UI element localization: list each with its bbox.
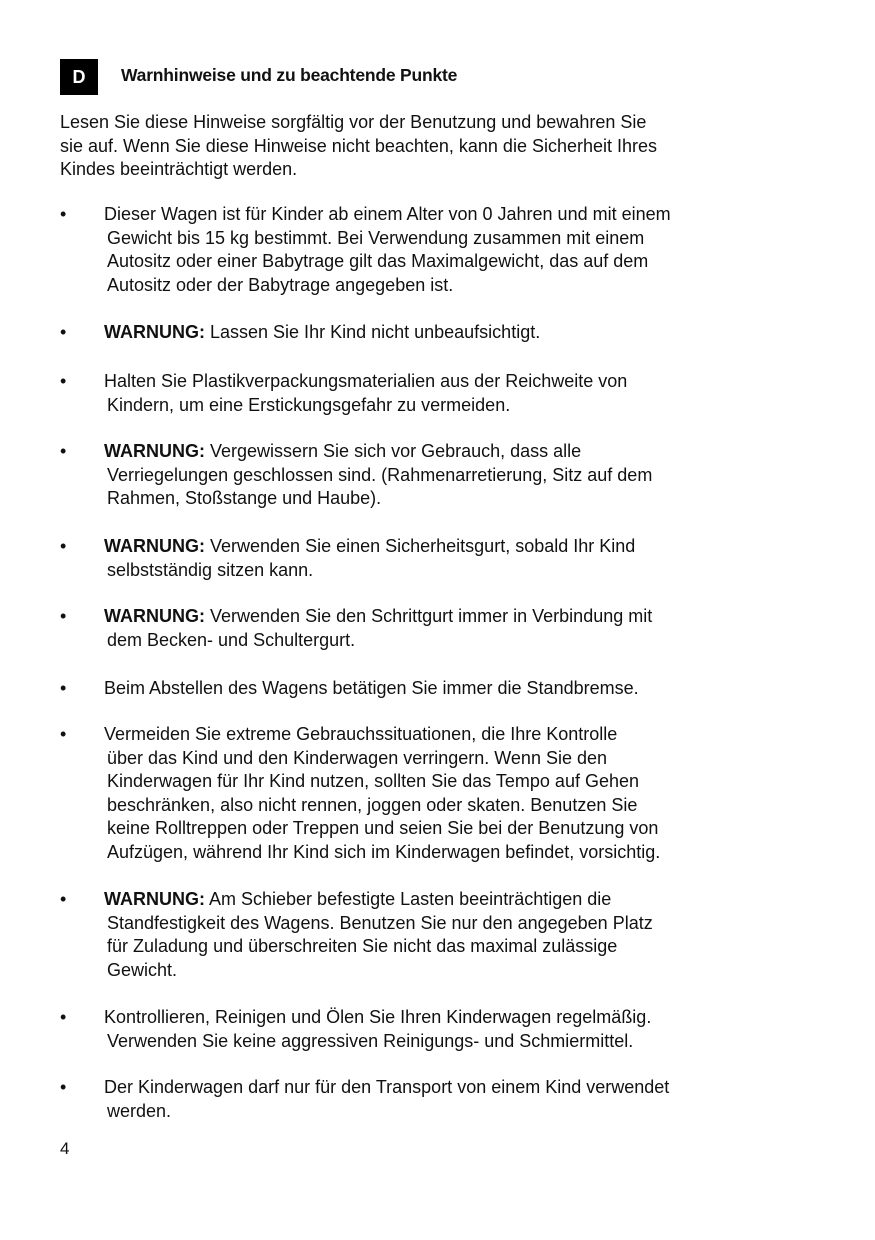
intro-line: Lesen Sie diese Hinweise sorgfältig vor der Benutzung und bewahren Sie [60,112,647,132]
list-item [60,321,780,345]
list-item [60,888,780,982]
bullet-icon: • [60,322,67,342]
list-item-line: Aufzügen, während Ihr Kind sich im Kinderwagen befindet, vorsichtig. [107,841,661,862]
list-item-line [104,605,780,629]
warning-label: WARNUNG: [104,606,205,626]
list-item-line-text: Lassen Sie Ihr Kind nicht unbeaufsichtigt. [205,322,541,342]
list-item-line: Gewicht. [107,959,178,980]
list-item [60,1076,780,1123]
list-item-line: Halten Sie Plastikverpackungsmaterialien aus der Reichweite von [104,371,628,391]
list-item [60,605,780,652]
warning-label: WARNUNG: [104,889,205,909]
bullet-icon: • [60,678,67,698]
list-item-text [104,370,780,417]
list-item-line: Kindern, um eine Erstickungsgefahr zu vermeiden. [107,394,511,415]
list-item-line: für Zuladung und überschreiten Sie nicht das maximal zulässige [107,936,618,956]
list-item-line-text: Verwenden Sie einen Sicherheitsgurt, sobald Ihr Kind [205,536,636,556]
list-item-line: Vermeiden Sie extreme Gebrauchssituationen, die Ihre Kontrolle [104,724,618,744]
list-item-line-text: Am Schieber befestigte Lasten beeinträchtigen die [205,889,612,909]
list-item-line: selbstständig sitzen kann. [107,559,314,580]
intro-paragraph [60,111,780,182]
list-item-text [104,723,780,864]
list-item-line: Rahmen, Stoßstange und Haube). [107,488,382,508]
list-item [60,203,780,297]
list-item-text [104,535,780,582]
list-item-line: über das Kind und den Kinderwagen verringern. Wenn Sie den [107,747,608,768]
list-item-line: Beim Abstellen des Wagens betätigen Sie immer die Standbremse. [104,678,639,698]
intro-line: sie auf. Wenn Sie diese Hinweise nicht beachten, kann die Sicherheit Ihres [60,135,658,156]
list-item-line: Verwenden Sie keine aggressiven Reinigungs- und Schmiermittel. [107,1030,634,1051]
list-item-line: Standfestigkeit des Wagens. Benutzen Sie nur den angegeben Platz [107,912,653,933]
list-item [60,1006,780,1053]
list-item-line: Autositz oder der Babytrage angegeben ist. [107,274,454,295]
bullet-icon: • [60,1077,67,1097]
list-item-text [104,1006,780,1053]
bullet-icon: • [60,441,67,461]
list-item-text [104,1076,780,1123]
page-number: 4 [60,1139,70,1158]
bullet-icon: • [60,724,67,744]
bullet-icon: • [60,606,67,626]
list-item-line: Kinderwagen für Ihr Kind nutzen, sollten Sie das Tempo auf Gehen [107,771,640,791]
list-item [60,440,780,511]
list-item-line: Kontrollieren, Reinigen und Ölen Sie Ihren Kinderwagen regelmäßig. [104,1007,652,1027]
list-item-line: Autositz oder einer Babytrage gilt das Maximalgewicht, das auf dem [107,251,649,271]
bullet-icon: • [60,1007,67,1027]
bullet-icon: • [60,371,67,391]
list-item-line-text: Verwenden Sie den Schrittgurt immer in Verbindung mit [205,606,653,626]
warning-label: WARNUNG: [104,441,205,461]
list-item-text [104,440,780,511]
list-item-line: Der Kinderwagen darf nur für den Transport von einem Kind verwendet [104,1077,670,1097]
list-item-line [104,535,780,559]
list-item-line [104,888,780,912]
list-item-line: beschränken, also nicht rennen, joggen oder skaten. Benutzen Sie [107,794,638,815]
list-item-line [104,440,780,464]
list-item-text [104,203,780,297]
list-item-line: keine Rolltreppen oder Treppen und seien Sie bei der Benutzung von [107,818,659,838]
list-item [60,723,780,864]
warning-label: WARNUNG: [104,322,205,342]
list-item-text [104,888,780,982]
list-item-line: dem Becken- und Schultergurt. [107,629,356,650]
list-item-line [104,321,780,345]
section-heading: Warnhinweise und zu beachtende Punkte [121,65,458,85]
list-item-text [104,605,780,652]
bullet-icon: • [60,204,67,224]
warning-label: WARNUNG: [104,536,205,556]
bullet-icon: • [60,889,67,909]
list-item-line: Dieser Wagen ist für Kinder ab einem Alter von 0 Jahren und mit einem [104,204,671,224]
list-item-line: Gewicht bis 15 kg bestimmt. Bei Verwendung zusammen mit einem [107,227,645,248]
bullet-icon: • [60,536,67,556]
list-item-text [104,677,780,701]
list-item [60,370,780,417]
list-item [60,535,780,582]
list-item-text [104,321,780,345]
list-item-line-text: Vergewissern Sie sich vor Gebrauch, dass alle [205,441,582,461]
list-item-line: Verriegelungen geschlossen sind. (Rahmenarretierung, Sitz auf dem [107,464,653,485]
intro-line: Kindes beeinträchtigt werden. [60,159,298,179]
list-item [60,677,780,701]
list-item-line: werden. [107,1100,172,1121]
language-badge: D [60,59,98,95]
